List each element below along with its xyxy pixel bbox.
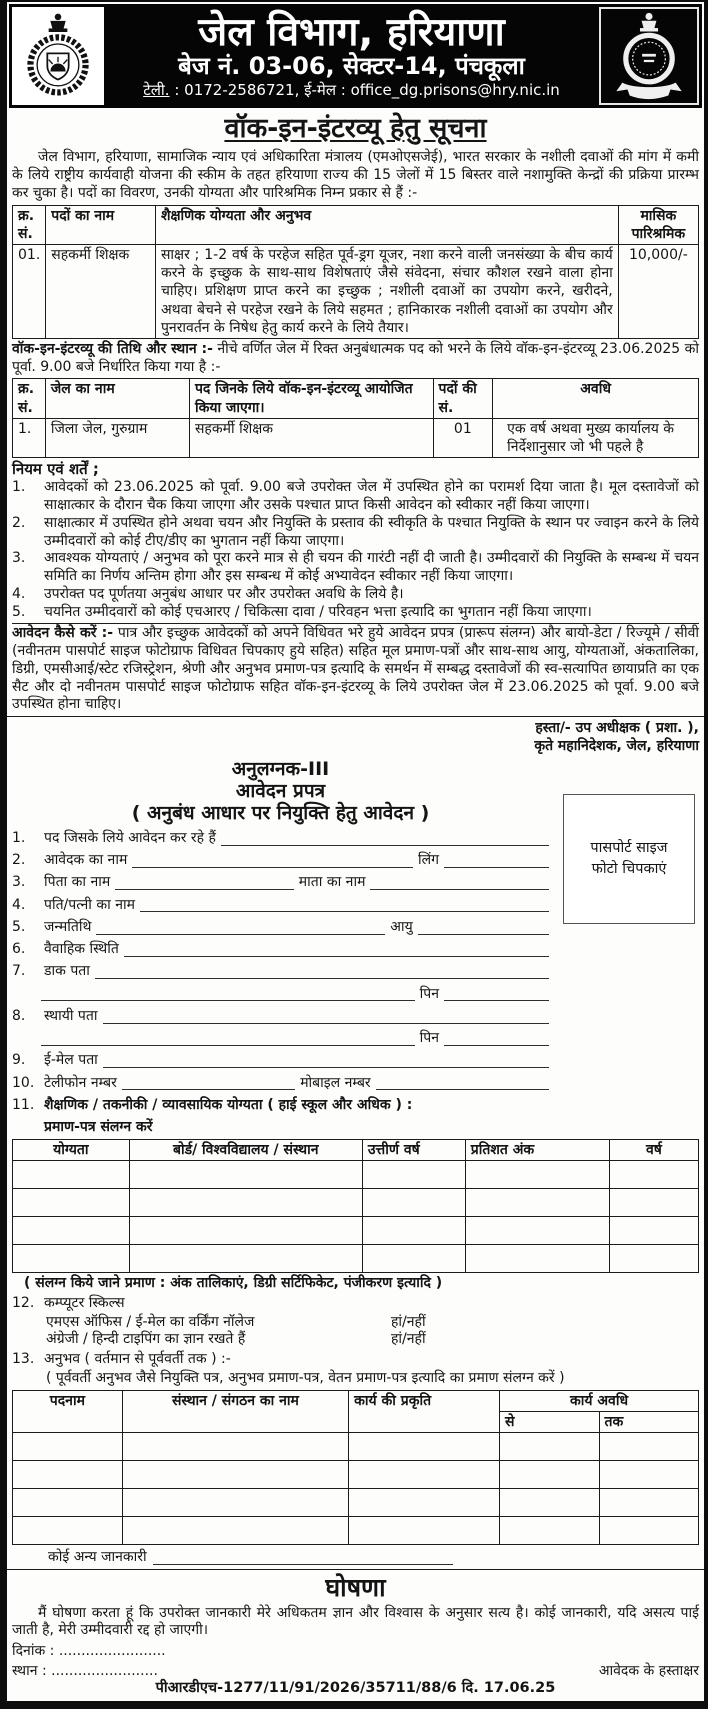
how-to-apply-paragraph	[12, 625, 699, 714]
other-info-label: कोई अन्य जानकारी	[48, 1549, 147, 1566]
blank-line	[115, 889, 294, 890]
form-headings	[12, 758, 549, 825]
col-header-from: से	[500, 1411, 599, 1432]
form-field-9: 9. ई-मेल पता	[12, 1052, 549, 1070]
intro-paragraph: जेल विभाग, हरियाणा, सामाजिक न्याय एवं अधिकारिता मंत्रालय (एमओएसजेई), भारत सरकार के नशीली दवाओं की मांग में कमी के लिये राष्ट्रीय कार्यवाही योजना की स्कीम के तहत हरियाणा राज्य की 15 जेलों में 15 बिस्तर वाले नशामुक्ति केन्द्रों की प्रक्रिया प्रारम्भ कर चुका है। पदों का विवरण, उनकी योग्यता और पारिश्रमिक निम्न प्रकार से हैं :-	[12, 149, 699, 201]
qualification-empty-row	[13, 1189, 699, 1217]
experience-empty-row	[13, 1489, 699, 1517]
passport-photo-box: पासपोर्ट साइज फोटो चिपकाएं	[563, 794, 695, 924]
experience-note: ( पूर्ववर्ती अनुभव जैसे नियुक्ति पत्र, अनुभव प्रमाण-पत्र, वेतन प्रमाण-पत्र इत्यादि का प्रमाण संलग्न करें )	[46, 1370, 565, 1386]
col-header-post-name: पदों का नाम	[46, 205, 156, 244]
cell-salary: 10,000/-	[618, 244, 698, 338]
blank-line	[153, 1564, 453, 1565]
form-field-13: 13. अनुभव ( वर्तमान से पूर्ववर्ती तक ) :-	[12, 1351, 231, 1368]
apply-lead: आवेदन कैसे करें :-	[12, 625, 114, 642]
signature-block	[12, 719, 699, 755]
venue-lead: वॉक-इन-इंटरव्यू की तिथि और स्थान :-	[12, 340, 213, 357]
experience-header-row	[13, 1390, 699, 1411]
col-header-percent-marks: प्रतिशत अंक	[465, 1139, 609, 1160]
venue-table	[12, 378, 699, 458]
blank-line	[124, 956, 549, 957]
col-header-interview-post: पद जिनके लिये वॉक-इन-इंटरव्यू आयोजित किया जाएगा।	[189, 379, 433, 418]
signature-line-2: कृते महानिदेशक, जेल, हरियाणा	[534, 738, 699, 755]
venue-table-row	[13, 418, 699, 457]
form-field-1: 1. पद जिसके लिये आवेदन कर रहे हैं	[12, 830, 549, 848]
haryana-prisons-emblem-icon	[606, 8, 692, 104]
form-field-4: 4. पति/पत्नी का नाम	[12, 897, 549, 915]
reference-number: पीआरडीएच-1277/11/91/2026/35711/88/6 दि. 17.06.25	[155, 1679, 556, 1696]
venue-text: नीचे वर्णित जेल में रिक्त अनुबंधात्मक पद को भरने के लिये वॉक-इन-इंटरव्यू 23.06.2025 को पूर्वा. 9.00 बजे निर्धारित किया गया है :-	[12, 340, 700, 375]
skill-answer: हां/नहीं	[391, 1313, 426, 1330]
venue-table-header-row	[13, 379, 699, 418]
section-divider	[7, 716, 704, 717]
form-field-12: 12. कम्प्यूटर स्किल्स	[12, 1294, 125, 1311]
venue-paragraph	[12, 341, 699, 377]
declaration-title: घोषणा	[325, 1572, 386, 1602]
document-header	[9, 4, 702, 108]
qualification-empty-row	[13, 1217, 699, 1245]
col-header-designation: पदनाम	[13, 1390, 123, 1432]
cell-duration: एक वर्ष अथवा मुख्य कार्यालय के निर्देशानुसार जो भी पहले है	[493, 418, 699, 457]
col-header-year: वर्ष	[609, 1139, 698, 1160]
col-header-board: बोर्ड/ विश्वविद्यालय / संस्थान	[129, 1139, 362, 1160]
haryana-govt-emblem-icon	[18, 9, 98, 103]
declaration-place: स्थान : ........................	[12, 1662, 158, 1679]
blank-line	[41, 1000, 415, 1001]
post-table-row	[13, 244, 699, 338]
blank-line	[221, 845, 549, 846]
cell-sno: 01.	[13, 244, 46, 338]
form-field-6: 6. वैवाहिक स्थिति	[12, 941, 549, 959]
blank-line	[96, 934, 385, 935]
application-form	[12, 758, 699, 1567]
col-header-qualification: शैक्षणिक योग्यता और अनुभव	[155, 205, 618, 244]
rule-item-4: 4. उपरोक्त पद पूर्णतया अनुबंध आधार पर और उपरोक्त अवधि के लिये है।	[12, 585, 404, 602]
declaration-text: मैं घोषणा करता हूं कि उपरोक्त जानकारी मेरे अधिकतम ज्ञान और विश्वास के अनुसार सत्य है। कोई जानकारी, यदि असत्य पाई जाती है, मेरी उम्मीदवारी रद्द हो जाएगी।	[12, 1604, 699, 1639]
col-header-duration: अवधि	[493, 379, 699, 418]
department-title: जेल विभाग, हरियाणा	[198, 9, 505, 55]
cell-interview-post: सहकर्मी शिक्षक	[189, 418, 433, 457]
department-contact	[107, 81, 596, 99]
qualification-empty-row	[13, 1245, 699, 1273]
rules-list	[12, 479, 699, 624]
form-field-8-continued: पिन	[12, 1030, 549, 1048]
prisons-emblem-box	[599, 7, 699, 105]
qualification-table	[12, 1139, 699, 1273]
computer-skill-1: एमएस ऑफिस / ई-मेल का वर्किंग नॉलेज हां/नहीं	[46, 1313, 426, 1330]
qualification-empty-row	[13, 1161, 699, 1189]
declaration-date: दिनांक : ........................	[12, 1643, 166, 1660]
col-header-to: तक	[599, 1411, 699, 1432]
form-field-5: 5. जन्मतिथि आयु	[12, 919, 549, 937]
blank-line	[122, 1089, 295, 1090]
blank-line	[103, 1067, 549, 1068]
col-header-sno: क्र. सं.	[13, 379, 46, 418]
experience-empty-row	[13, 1517, 699, 1545]
col-header-salary: मासिक पारिश्रमिक	[618, 205, 698, 244]
other-info-row	[48, 1549, 699, 1567]
haryana-govt-emblem-box	[12, 7, 104, 105]
col-header-sno: क्र. सं.	[13, 205, 46, 244]
rule-item-1: 1. आवेदकों को 23.06.2025 को पूर्वा. 9.00 बजे उपरोक्त जेल में उपस्थित होने का परामर्श दिया जाता है। मूल दस्तावेजों को साक्षात्कार के दौरान चैक किया जाएगा और उसके पश्चात प्राप्त किसी आवेदन को स्वीकार नहीं किया जाएगा।	[12, 479, 699, 513]
col-header-nature-of-work: कार्य की प्रकृति	[349, 1390, 500, 1432]
blank-line	[444, 867, 549, 868]
header-titles	[107, 4, 596, 108]
form-field-3: 3. पिता का नाम माता का नाम	[12, 874, 549, 892]
col-header-jail-name: जेल का नाम	[45, 379, 189, 418]
experience-empty-row	[13, 1433, 699, 1461]
cell-post-name: सहकर्मी शिक्षक	[46, 244, 156, 338]
form-field-8: 8. स्थायी पता	[12, 1008, 549, 1026]
declaration-section	[12, 1572, 699, 1697]
blank-line	[41, 1045, 415, 1046]
section-divider	[7, 1569, 704, 1570]
rules-heading: नियम एवं शर्तें ;	[12, 460, 99, 479]
applicant-signature-label: आवेदक के हस्ताक्षर	[598, 1662, 699, 1679]
blank-line	[370, 889, 549, 890]
rule-item-3: 3. आवश्यक योग्यताएं / अनुभव को पूरा करने मात्र से ही चयन की गारंटी नहीं दी जाती है। उम्मीदवारों की नियुक्ति के सम्बन्ध में चयन समिति का निर्णय अन्तिम होगा और इस सम्बन्ध में कोई अभ्यावेदन स्वीकार नहीं किया जाएगा।	[12, 550, 699, 585]
post-details-table	[12, 205, 699, 339]
qualification-header-row	[13, 1139, 699, 1160]
experience-table	[12, 1390, 699, 1545]
post-table-header-row	[13, 205, 699, 244]
blank-line	[132, 867, 413, 868]
attach-note: ( संलग्न किये जाने प्रमाण : अंक तालिकाएं, डिग्री सर्टिफिकेट, पंजीकरण इत्यादि )	[24, 1275, 443, 1292]
tel-email-value: : 0172-2586721, ई-मेल : office_dg.prisons@hry.nic.in	[174, 81, 560, 100]
tel-label: टेली.	[143, 81, 170, 100]
signature-line-1: हस्ता/- उप अधीक्षक ( प्रशा. ),	[535, 720, 699, 737]
blank-line	[444, 1000, 549, 1001]
cell-post-count: 01	[433, 418, 493, 457]
blank-line	[444, 1045, 549, 1046]
skill-answer: हां/नहीं	[391, 1331, 426, 1348]
apply-text: पात्र और इच्छुक आवेदकों को अपने विधिवत भरे हुये आवेदन प्रपत्र (प्रारूप संलग्न) और बायो-डेटा / रिज्यूमे / सीवी (नवीनतम पासपोर्ट साइज फोटोग्राफ विधिवत चिपकाए हुये सहित) सहित मूल प्रमाण-पत्रों और साथ-साथ आयु, योग्यताओं, अंकतालिका, डिग्री, एमसीआई/स्टेट रजिस्ट्रेशन, श्रेणी और अनुभव प्रमाण-पत्र इत्यादि के समर्थन में सम्बद्ध दस्तावेजों की स्व-सत्यापित छायाप्रति का एक सैट और दो नवीनतम पासपोर्ट साइज फोटोग्राफ सहित वॉक-इन-इंटरव्यू के लिये उपरोक्त जेल में 23.06.2025 को पूर्वा. 9.00 बजे उपस्थित होना चाहिए।	[12, 625, 699, 713]
blank-line	[140, 911, 549, 912]
department-address: बेज नं. 03-06, सेक्टर-14, पंचकूला	[178, 51, 525, 80]
notice-title: वॉक-इन-इंटरव्यू हेतु सूचना	[224, 113, 487, 144]
form-field-10: 10. टेलीफोन नम्बर मोबाइल नम्बर	[12, 1075, 549, 1093]
rule-item-2: 2. साक्षात्कार में उपस्थित होने अथवा चयन और नियुक्ति के प्रस्ताव की स्वीकृति के पश्चात नियुक्ति के स्थान पर ज्वाइन करने के लिये उम्मीदवारों को कोई टीए/डीए का भुगतान नहीं किया जाएगा।	[12, 514, 699, 549]
cell-sno: 1.	[13, 418, 46, 457]
blank-line	[95, 978, 549, 979]
form-subtitle: ( अनुबंध आधार पर नियुक्ति हेतु आवेदन )	[131, 802, 430, 825]
blank-line	[376, 1089, 549, 1090]
col-header-work-period: कार्य अवधि	[500, 1390, 699, 1411]
form-field-11-note: प्रमाण-पत्र संलग्न करें	[44, 1119, 153, 1136]
form-title: आवेदन प्रपत्र	[235, 779, 326, 802]
form-field-11: 11. शैक्षणिक / तकनीकी / व्यावसायिक योग्यता ( हाई स्कूल और अधिक ) :	[12, 1096, 413, 1113]
cell-jail-name: जिला जेल, गुरुग्राम	[45, 418, 189, 457]
form-field-7-continued: पिन	[12, 986, 549, 1004]
blank-line	[418, 934, 549, 935]
col-header-passing-year: उत्तीर्ण वर्ष	[362, 1139, 465, 1160]
computer-skill-2: अंग्रेजी / हिन्दी टाइपिंग का ज्ञान रखते हैं हां/नहीं	[46, 1331, 426, 1348]
rule-item-5: 5. चयनित उम्मीदवारों को कोई एचआरए / चिकित्सा दावा / परिवहन भत्ता इत्यादि का भुगतान नहीं किया जाएगा।	[12, 604, 699, 625]
blank-line	[103, 1023, 550, 1024]
experience-empty-row	[13, 1461, 699, 1489]
col-header-qualification: योग्यता	[13, 1139, 130, 1160]
form-field-7: 7. डाक पता	[12, 963, 549, 981]
cell-qualification: साक्षर ; 1-2 वर्ष के परहेज सहित पूर्व-ड्रग यूजर, नशा करने वाली जनसंख्या के बीच कार्य करने के इच्छुक के साथ-साथ विशेषताएं जैसे संवेदना, संचार कौशल रखने वाला होना चाहिए। प्रशिक्षण प्राप्त करने का इच्छुक ; नशीली दवाओं का उपयोग करने, खरीदने, अथवा बेचने से परहेज रखने के लिये सहमत ; हानिकारक नशीली दवाओं का उपयोग और पुनरावर्तन के निषेध हेतु कार्य करने के लिये तैयार।	[155, 244, 618, 338]
annexure-label: अनुलग्नक-III	[231, 757, 330, 780]
col-header-organisation: संस्थान / संगठन का नाम	[122, 1390, 348, 1432]
form-field-2: 2. आवेदक का नाम लिंग	[12, 852, 549, 870]
col-header-post-count: पदों की सं.	[433, 379, 493, 418]
